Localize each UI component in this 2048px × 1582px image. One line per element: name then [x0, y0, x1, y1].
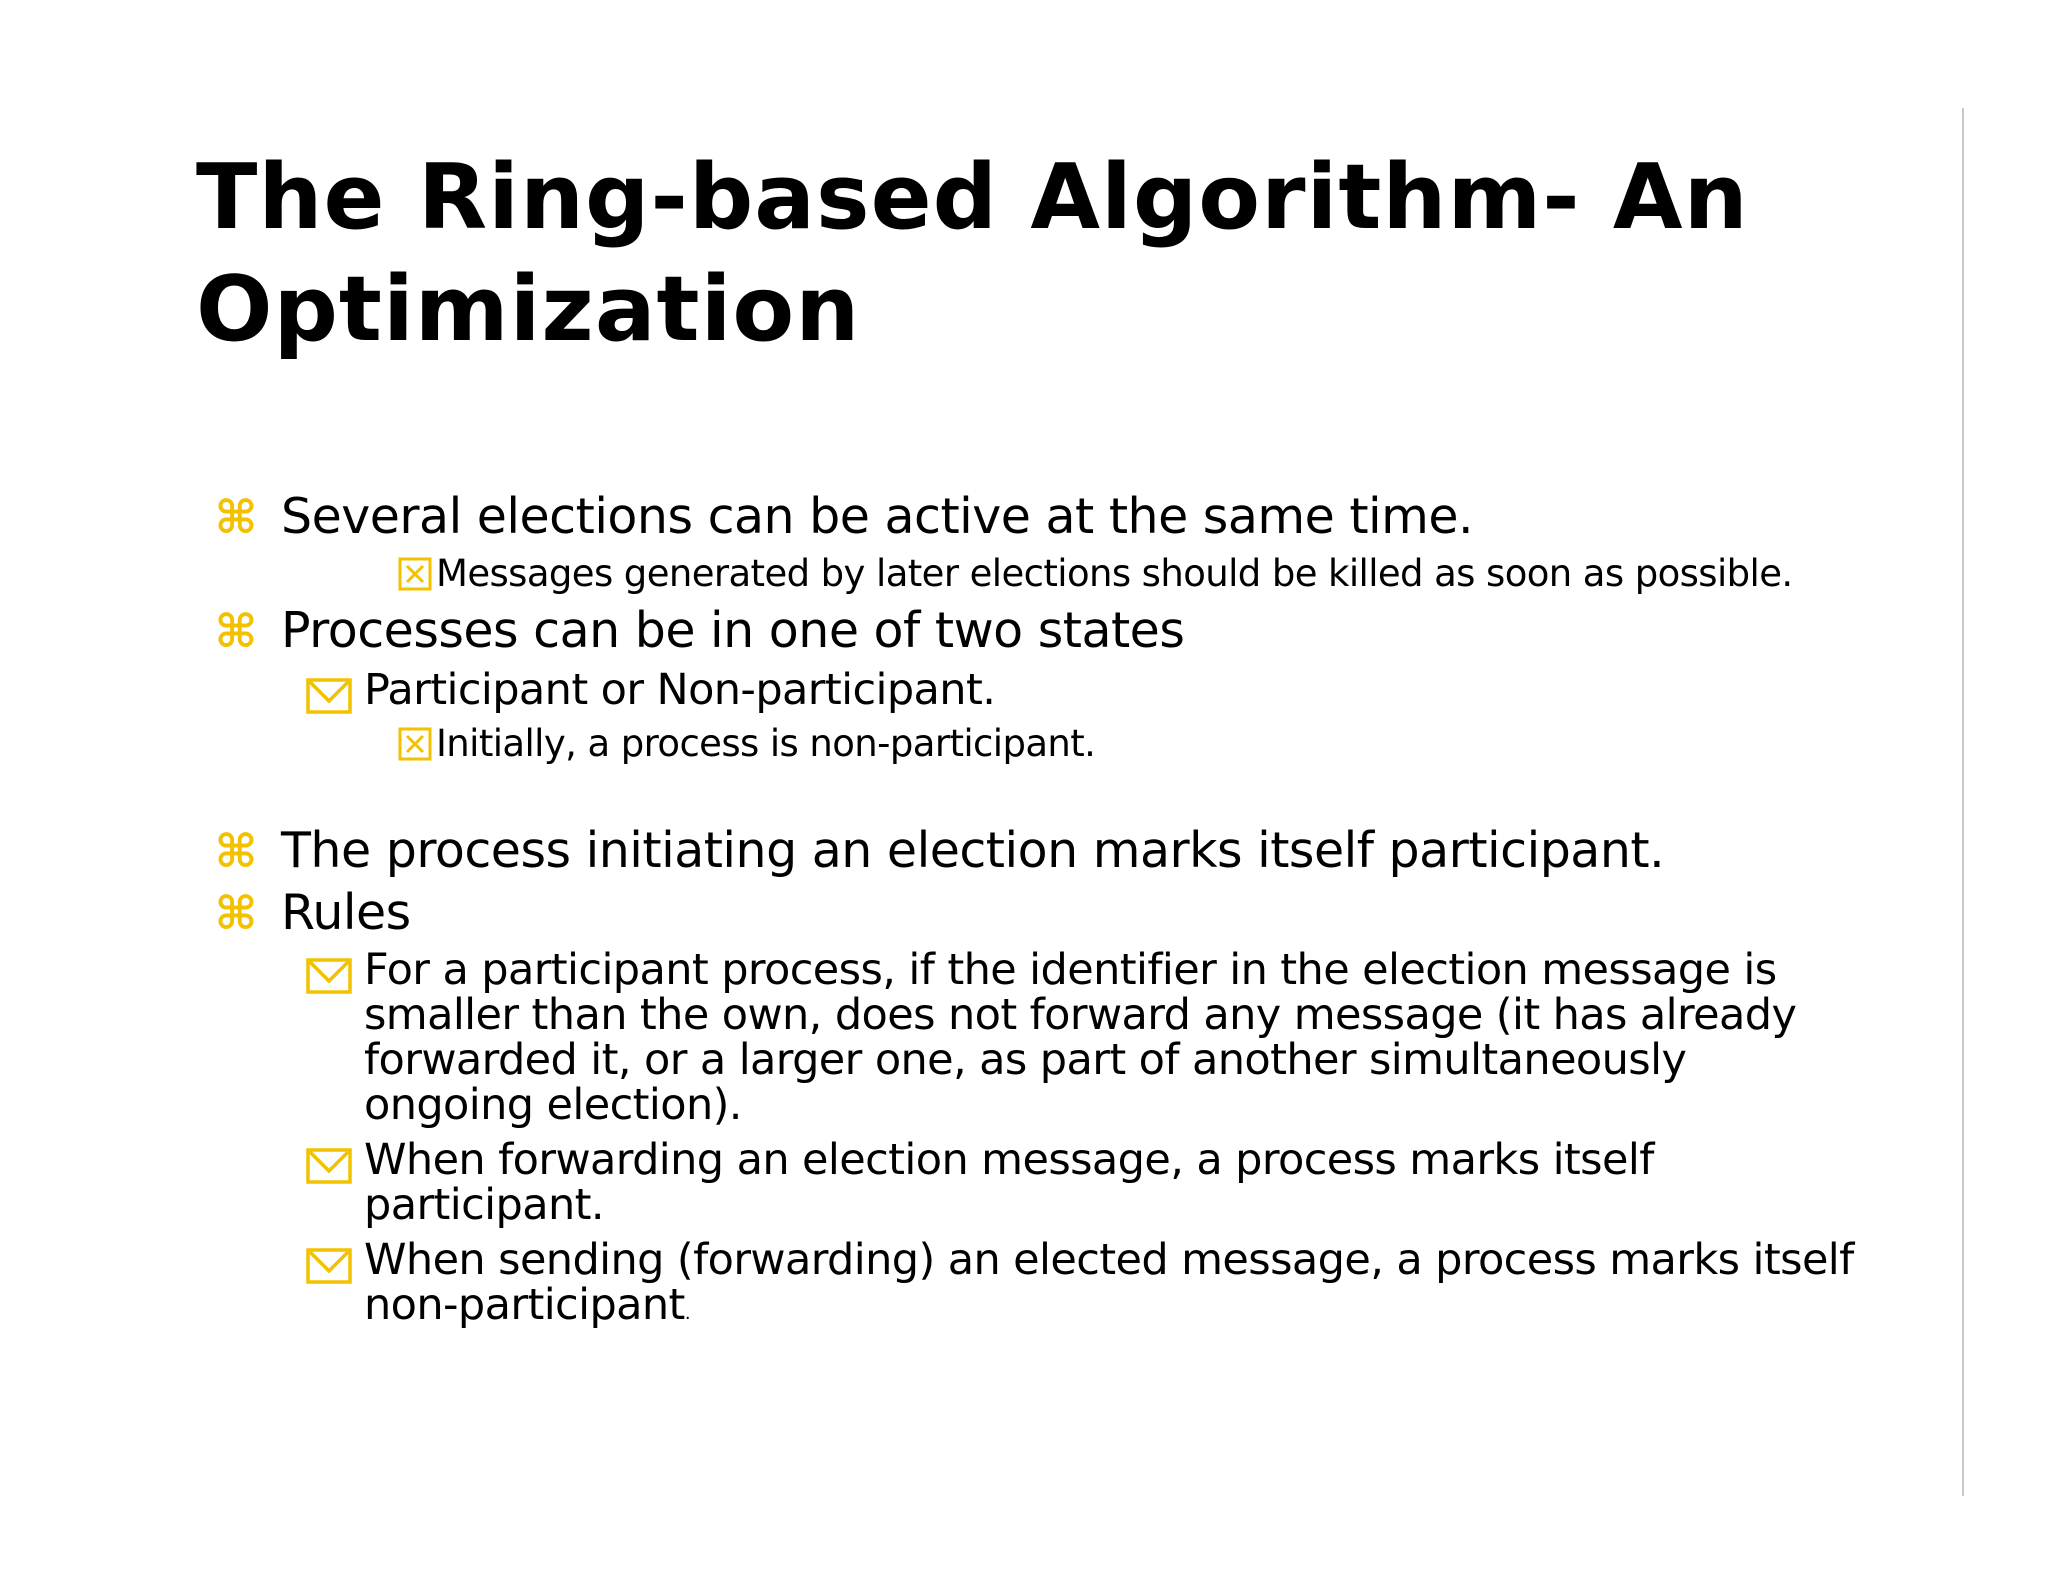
command-icon: ⌘ [214, 604, 258, 658]
sub-sub-bullet-item [398, 552, 1793, 596]
checkbox-x-icon [398, 557, 432, 591]
bullet-text-line-main: non-participant [364, 1280, 685, 1330]
bullet-text: Participant or Non-participant. [364, 665, 996, 715]
bullet-text-line: For a participant process, if the identifier in the election message is [364, 945, 1777, 995]
bullet-text-line [364, 1280, 1854, 1336]
command-icon: ⌘ [214, 886, 258, 940]
sub-bullet-item [306, 1235, 1854, 1336]
bullet-text-block [364, 945, 1797, 1130]
bullet-text: Rules [281, 884, 411, 941]
sub-bullet-item [306, 665, 996, 719]
bullet-item [206, 488, 1473, 546]
checkbox-x-icon [398, 727, 432, 761]
bullet-text-block [364, 1135, 1654, 1230]
slide-title [196, 142, 1896, 366]
trailing-period: . [684, 1303, 690, 1324]
title-line-1: The Ring-based Algorithm- An [196, 145, 1749, 250]
bullet-text-block [364, 1235, 1854, 1336]
command-icon: ⌘ [214, 824, 258, 878]
bullet-item [206, 884, 411, 942]
command-icon: ⌘ [214, 490, 258, 544]
bullet-text-line: ongoing election). [364, 1080, 742, 1130]
bullet-text: Messages generated by later elections should be killed as soon as possible. [436, 552, 1793, 595]
title-line-2: Optimization [196, 257, 861, 362]
bullet-text: Processes can be in one of two states [281, 602, 1185, 659]
envelope-icon [306, 1243, 352, 1289]
sub-sub-bullet-item [398, 722, 1095, 766]
sub-bullet-item [306, 945, 1797, 1130]
bullet-text-line: participant. [364, 1180, 604, 1230]
envelope-icon [306, 673, 352, 719]
sub-bullet-item [306, 1135, 1654, 1230]
bullet-text-line: forwarded it, or a larger one, as part of another simultaneously [364, 1035, 1687, 1085]
bullet-text: The process initiating an election marks itself participant. [281, 822, 1665, 879]
envelope-icon [306, 1143, 352, 1189]
bullet-text: Several elections can be active at the same time. [281, 488, 1474, 545]
bullet-text-line: smaller than the own, does not forward any message (it has already [364, 990, 1797, 1040]
slide-right-rule [1962, 108, 1964, 1496]
bullet-item [206, 822, 1664, 880]
envelope-icon [306, 953, 352, 999]
bullet-text-line: When sending (forwarding) an elected message, a process marks itself [364, 1235, 1854, 1285]
bullet-text: Initially, a process is non-participant. [436, 722, 1096, 765]
bullet-text-line: When forwarding an election message, a process marks itself [364, 1135, 1654, 1185]
bullet-item [206, 602, 1184, 660]
